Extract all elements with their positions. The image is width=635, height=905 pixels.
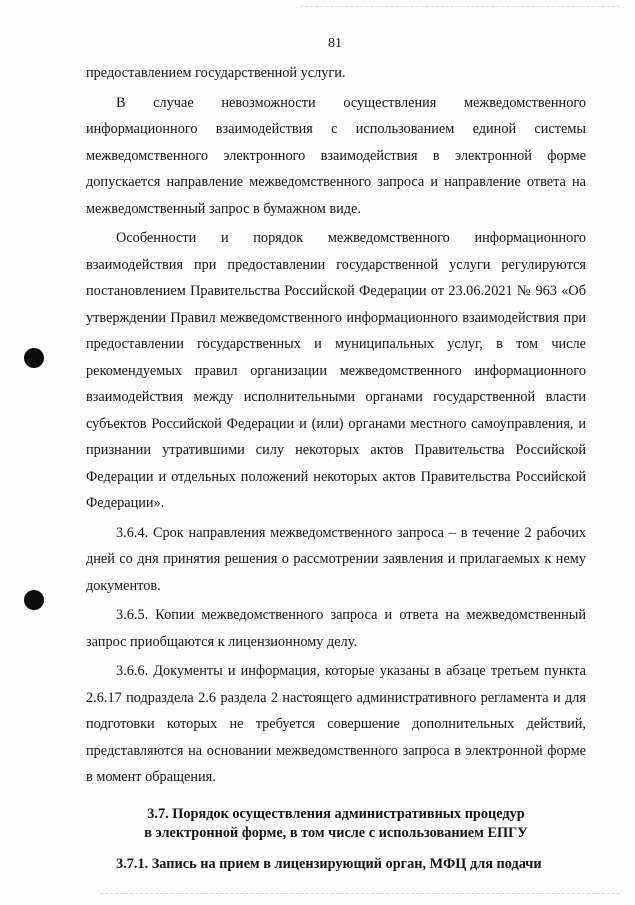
section-heading-line: 3.7. Порядок осуществления административных процедур [147,805,525,822]
page-edge-top [300,6,620,7]
punch-hole [24,590,44,610]
paragraph: Особенности и порядок межведомственного информационного взаимодействия при предоставлении государственной услуги регулируются постановлением Правительства Российской Федерации от 23.06.2021 № 963 «Об утверждении Правил межведомственного информационного взаимодействия при предоставлении государственных и муниципальных услуг, в том числе рекомендуемых правил организации межведомственного информационного взаимодействия между исполнительными органами государственной власти субъектов Российской Федерации и (или) органами местного самоуправления, и признании утратившими силу некоторых актов Правительства Российской Федерации и отдельных положений некоторых актов Правительства Российской Федерации». [86,230,586,511]
paragraph-3-6-6: 3.6.6. Документы и информация, которые указаны в абзаце третьем пункта 2.6.17 подраздела 2.6 раздела 2 настоящего административного регламента и для подготовки которых не требуется совершение дополнительных действий, представляются на основании межведомственного запроса в электронной форме в момент обращения. [86,663,586,785]
page-edge-bottom [100,893,620,894]
paragraph: В случае невозможности осуществления межведомственного информационного взаимодействия с использованием единой системы межведомственного электронного взаимодействия в электронной форме допускается направление межведомственного запроса и направление ответа на межведомственный запрос в бумажном виде. [86,94,586,217]
section-heading [86,805,586,843]
page-number: 81 [328,36,342,51]
paragraph-continuation: предоставлением государственной услуги. [86,65,346,81]
document-body [86,60,586,880]
subsection-heading: 3.7.1. Запись на прием в лицензирующий орган, МФЦ для подачи [116,855,542,872]
paragraph-3-6-5: 3.6.5. Копии межведомственного запроса и ответа на межведомственный запрос приобщаются к лицензионному делу. [86,607,586,650]
section-heading-line: в электронной форме, в том числе с использованием ЕПГУ [144,824,528,841]
paragraph-3-6-4: 3.6.4. Срок направления межведомственного запроса – в течение 2 рабочих дней со дня принятия решения о рассмотрении заявления и прилагаемых к нему документов. [86,524,586,594]
punch-hole [24,348,44,368]
